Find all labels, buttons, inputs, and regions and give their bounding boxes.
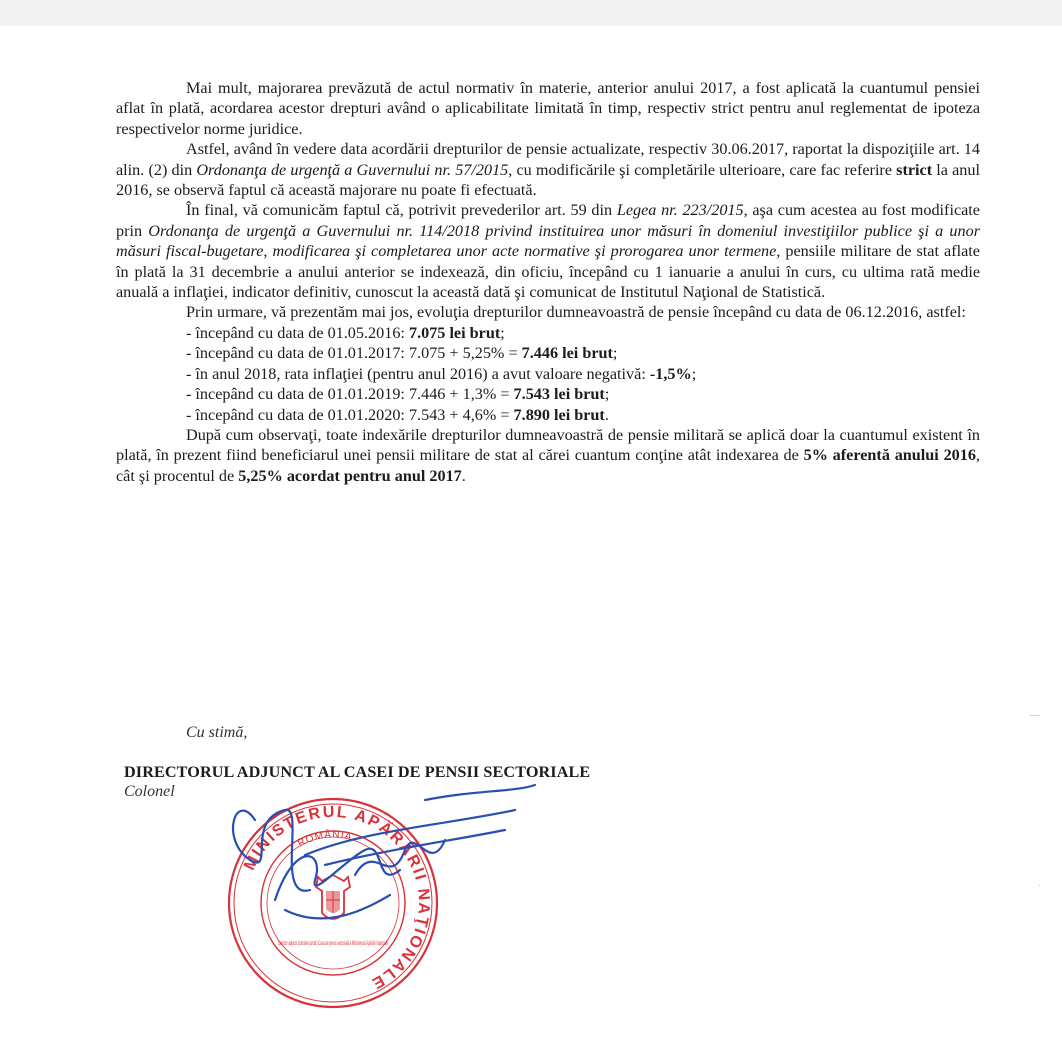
stamp-inner-text: Director adjunct (consilier juridic) Casa de pensii sectorială a Ministerului Apărării Naţionale [278, 941, 389, 947]
stamp-outer-text: MINISTERUL APĂRĂRII NAŢIONALE [241, 803, 433, 993]
paragraph-4: Prin urmare, vă prezentăm mai jos, evoluţia drepturilor dumneavoastră de pensie începând cu data de 06.12.2016, astfel: [186, 303, 966, 322]
paragraph-3: În final, vă comunicăm faptul că, potrivit prevederilor art. 59 din Legea nr. 223/2015, aşa cum acestea au fost modificate prin Ordonanţa de urgenţă a Guvernului nr. 114/2018 privind instituirea unor măsuri în domeniul investiţiilor publice şi a unor măsuri fiscal-bugetare, modificarea şi completarea unor acte normative şi prorogarea unor termene, pensiile militare de stat aflate în plată la 31 decembrie a anului anterior se indexează, din oficiu, începând cu 1 ianuarie a anului în curs, cu ultima rată medie anuală a inflaţiei, indicator definitiv, cunoscut la această dată şi comunicat de Institutul Naţional de Statistică. [116, 201, 981, 302]
signatory-title: DIRECTORUL ADJUNCT AL CASEI DE PENSII SECTORIALE [124, 763, 591, 781]
paragraph-1: Mai mult, majorarea prevăzută de actul normativ în materie, anterior anului 2017, a fost aplicată la cuantumul pensiei aflat în plată, acordarea acestor drepturi având o aplicabilitate limitată în timp, respectiv strict pentru anul reglementat de ipoteza respectivelor norme juridice. [116, 79, 980, 138]
paragraph-2: Astfel, având în vedere data acordării drepturilor de pensie actualizate, respectiv 30.06.2017, raportat la dispoziţiile art. 14 alin. (2) din Ordonanţa de urgenţă a Guvernului nr. 57/2015, cu modificările şi completările ulterioare, care fac referire strict la anul 2016, se observă faptul că această majorare nu poate fi efectuată. [116, 140, 980, 200]
signatory-rank: Colonel [124, 783, 175, 800]
list-item: - începând cu data de 01.05.2016: 7.075 lei brut; [186, 323, 505, 342]
handwritten-signature [215, 780, 545, 950]
paragraph-5: După cum observaţi, toate indexările drepturilor dumneavoastră de pensie militară se aplică doar la cuantumul existent în plată, în prezent fiind beneficiarul unei pensii militare de stat al cărei cuantum conţine atât indexarea de 5% aferentă anului 2016, cât şi procentul de 5,25% acordat pentru anul 2017. [116, 425, 980, 485]
stamp-top-text: ROMÂNIA [296, 829, 354, 850]
top-band [0, 0, 1062, 26]
list-item: - începând cu data de 01.01.2020: 7.543 + 4,6% = 7.890 lei brut. [186, 405, 609, 424]
letter-body [116, 78, 980, 486]
list-item: - în anul 2018, rata inflaţiei (pentru anul 2016) a avut valoare negativă: -1,5%; [186, 364, 697, 383]
list-item: - începând cu data de 01.01.2019: 7.446 + 1,3% = 7.543 lei brut; [186, 385, 610, 404]
closing-salutation: Cu stimă, [186, 724, 248, 741]
list-item: - începând cu data de 01.01.2017: 7.075 + 5,25% = 7.446 lei brut; [186, 344, 618, 363]
